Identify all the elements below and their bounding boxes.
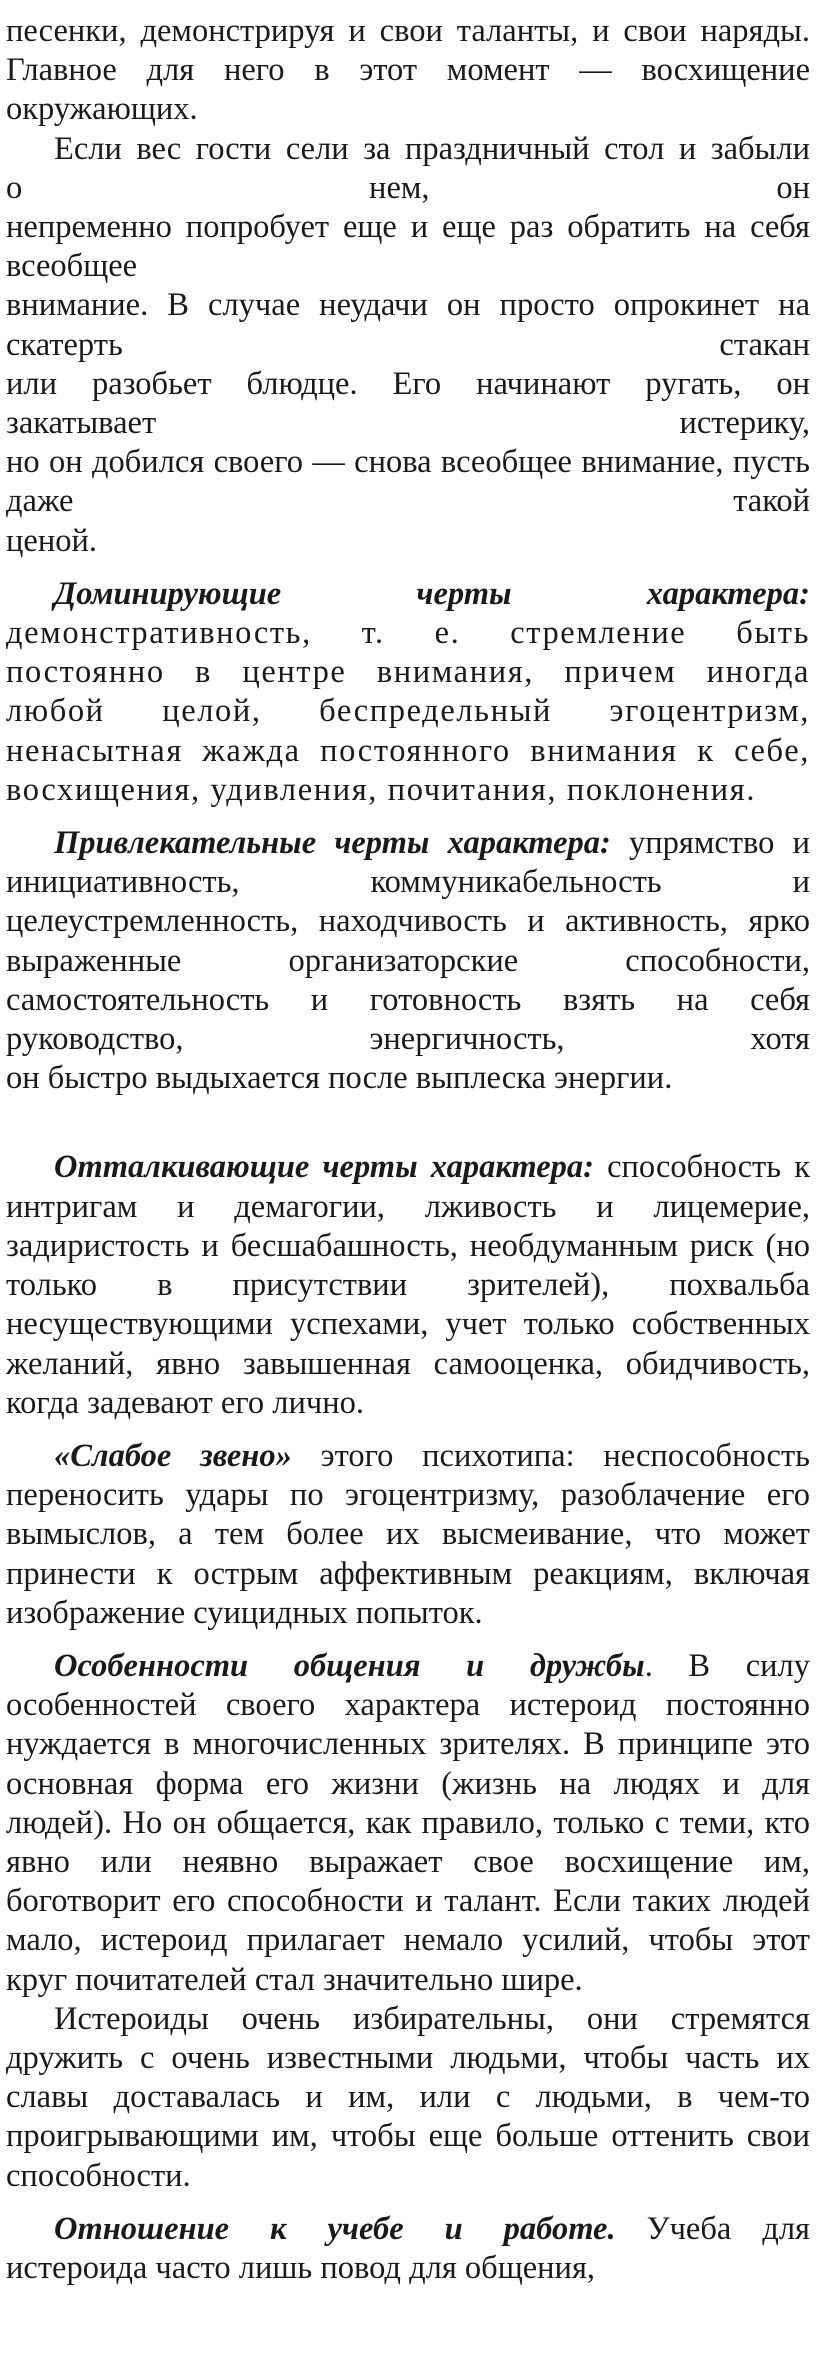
text-line: руководство, энергичность, хотя xyxy=(6,1021,810,1058)
text-line: внимание. В случае неудачи он просто опрокинет на xyxy=(6,287,810,324)
paragraph-communication xyxy=(6,1647,810,2000)
section-heading-weak-link: «Слабое звено» xyxy=(54,1437,292,1474)
section-heading-attractive-traits: Привлекательные черты характера: xyxy=(54,825,611,862)
text-fragment: упрямство и xyxy=(610,825,810,862)
paragraph-attractive-traits xyxy=(6,824,810,1098)
text-line: непременно попробует еще и еще раз обратить на себя xyxy=(6,209,810,246)
paragraph-continuation: песенки, демонстрируя и свои таланты, и свои наряды. Главное для него в этот момент — восхищение окружающих. xyxy=(6,13,810,128)
paragraph-study-work xyxy=(6,2210,810,2288)
text-line: целеустремленность, находчивость и активность, ярко xyxy=(6,903,810,940)
section-heading-study-work: Отношение к учебе и работе. xyxy=(54,2210,616,2247)
text-line: но он добился своего — снова всеобщее внимание, пусть xyxy=(6,444,810,481)
text-line: закатывает истерику, xyxy=(6,405,810,442)
text-line: или разобьет блюдце. Его начинают ругать, он xyxy=(6,365,810,402)
text-line: о нем, он xyxy=(6,169,810,206)
section-heading-dominant-traits: Доминирующие черты характера: xyxy=(54,575,810,612)
section-heading-communication: Особенности общения и дружбы xyxy=(54,1647,645,1684)
paragraph-weak-link xyxy=(6,1437,810,1633)
text-line: даже такой xyxy=(6,483,810,520)
text-line: инициативность, коммуникабельность и xyxy=(6,864,810,901)
paragraph-body: демонстративность, т. е. стремление быть постоянно в центре внимания, причем иногда любой целой, беспредельный эгоцентризм, ненасытная жажда постоянного внимания к себе, восхищения, удивления, почитания, поклонения. xyxy=(6,615,810,808)
paragraph-guests xyxy=(6,130,810,561)
text-line: ценой. xyxy=(6,522,97,559)
paragraph-body: Учеба для истероида часто лишь повод для общения, xyxy=(6,2210,810,2286)
text-line: самостоятельность и готовность взять на себя xyxy=(6,981,810,1018)
text-line: он быстро выдыхается после выплеска энергии. xyxy=(6,1060,673,1097)
text-line: выраженные организаторские способности, xyxy=(6,942,810,979)
text-line: скатерть стакан xyxy=(6,326,810,363)
text-line: всеобщее xyxy=(6,248,138,285)
text-line: Если вес гости сели за праздничный стол и забыли xyxy=(54,130,810,167)
document-page xyxy=(6,12,810,2288)
paragraph-repulsive-traits xyxy=(6,1148,810,1422)
paragraph-dominant-traits xyxy=(6,575,810,810)
paragraph-body: способность к интригам и демагогии, лживость и лицемерие, задиристость и бесшабашность, необдуманным риск (но только в присутствии зрителей), похвальба несуществующими успехами, учет только собственных желаний, явно завышенная самооценка, обидчивость, когда задевают его лично. xyxy=(6,1149,811,1421)
paragraph-body: . В силу особенностей своего характера истероид постоянно нуждается в многочисленных зрителях. В принципе это основная форма его жизни (жизнь на людях и для людей). Но он общается, как правило, только с теми, кто явно или неявно выражает свое восхищение им, боготворит его способности и талант. Если таких людей мало, истероид прилагает немало усилий, чтобы этот круг почитателей стал значительно шире. xyxy=(6,1647,811,1998)
paragraph-body: этого психотипа: неспособность переносить удары по эгоцентризму, разоблачение его вымыслов, а тем более их высмеивание, что может принести к острым аффективным реакциям, включая изображение суицидных попыток. xyxy=(6,1437,810,1631)
paragraph-friendship: Истероиды очень избирательны, они стремятся дружить с очень известными людьми, чтобы часть их славы доставалась и им, или с людьми, в чем-то проигрывающими им, чтобы еще больше оттенить свои способности. xyxy=(6,2000,810,2194)
text-line xyxy=(6,824,810,863)
section-heading-repulsive-traits: Отталкивающие черты характера: xyxy=(54,1149,594,1186)
